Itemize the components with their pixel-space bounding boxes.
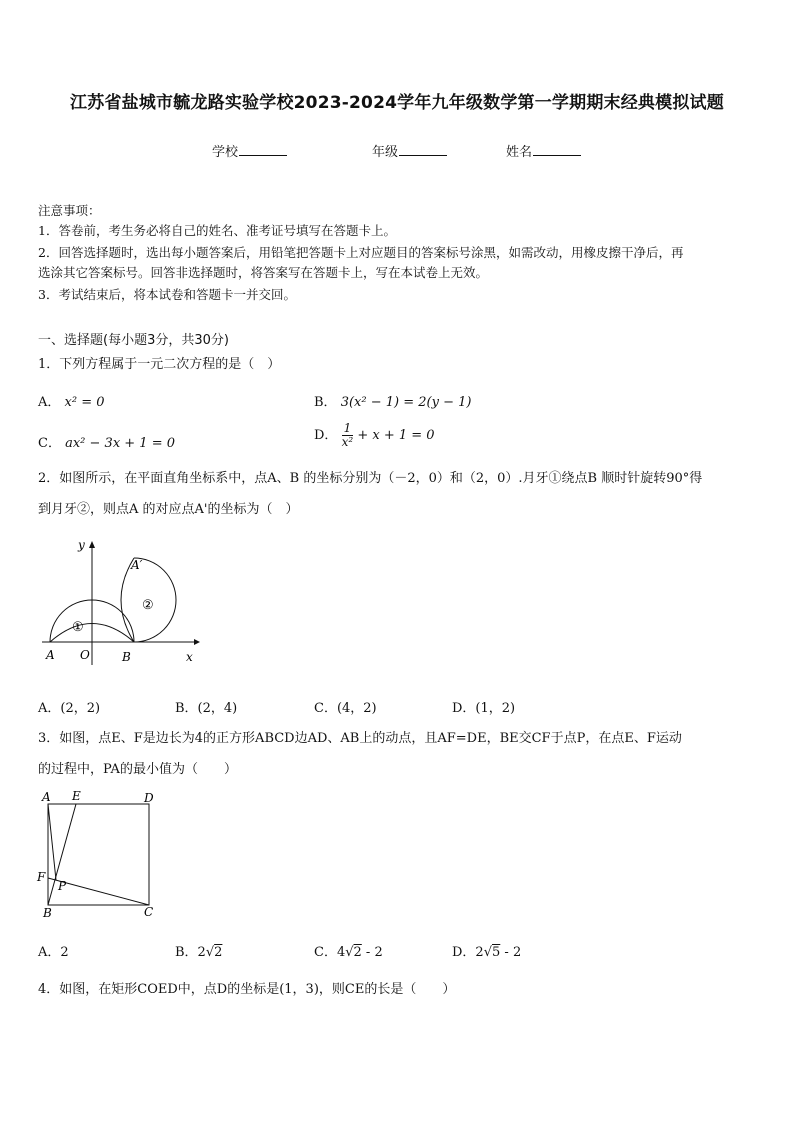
point-d-label: D — [144, 791, 154, 805]
q1-option-b-expr: 3(x² − 1) = 2(y − 1) — [340, 395, 472, 410]
point-b-label: B — [43, 906, 52, 920]
q1-stem: 1．下列方程属于一元二次方程的是（ ） — [38, 357, 281, 372]
fraction-numerator: 1 — [343, 421, 352, 435]
q3-option-c-rest: - 2 — [361, 945, 383, 960]
name-field[interactable] — [506, 141, 581, 160]
q3-option-d-rest: - 2 — [500, 945, 522, 960]
q1-option-c-expr: ax² − 3x + 1 = 0 — [65, 436, 176, 451]
q3-option-c-label: C．4 — [314, 945, 346, 960]
q2-stem-line1: 2．如图所示，在平面直角坐标系中，点A、B 的坐标分别为（－2，0）和（2，0）.月牙①绕点B 顺时针旋转90°得 — [38, 471, 703, 486]
q1-option-d[interactable] — [314, 422, 435, 449]
q2-option-a[interactable]: A．(2，2) — [38, 701, 101, 716]
radical-icon: √ — [345, 945, 354, 960]
x-axis-arrow — [194, 639, 200, 645]
page-title: 江苏省盐城市毓龙路实验学校2023-2024学年九年级数学第一学期期末经典模拟试题 — [70, 93, 724, 113]
q3-stem-line1: 3．如图，点E、F是边长为4的正方形ABCD边AD、AB上的动点，且AF=DE，BE交CF于点P，在点E、F运动 — [38, 731, 682, 746]
crescent-2-label: ② — [142, 598, 154, 613]
point-e-label: E — [72, 789, 81, 803]
point-p-label: P — [58, 879, 67, 893]
point-a-label: A — [46, 648, 55, 662]
point-a-prime-label: A′ — [131, 558, 143, 572]
notice-item-3: 3．考试结束后，将本试卷和答题卡一并交回。 — [38, 287, 296, 302]
radical-icon: √ — [483, 945, 492, 960]
origin-label: O — [80, 648, 90, 662]
q2-figure — [38, 535, 208, 670]
radical-icon: √ — [205, 945, 215, 960]
school-blank[interactable] — [239, 143, 287, 156]
q1-option-a-label: A． — [38, 395, 61, 410]
q3-figure — [34, 786, 164, 922]
q1-option-d-label: D． — [314, 428, 338, 443]
grade-field[interactable] — [372, 141, 447, 160]
grade-label: 年级 — [372, 145, 399, 160]
point-a-label: A — [42, 790, 51, 804]
q3-option-c[interactable] — [314, 941, 383, 960]
y-axis-label: y — [78, 538, 85, 552]
point-c-label: C — [144, 905, 154, 919]
section-heading: 一、选择题(每小题3分，共30分) — [38, 333, 229, 348]
q3-option-d-radicand: 5 — [492, 945, 501, 960]
q1-option-d-fraction — [342, 422, 354, 449]
q1-option-b[interactable] — [314, 391, 471, 410]
x-axis-label: x — [186, 650, 193, 664]
q1-option-d-rest: + x + 1 = 0 — [357, 428, 435, 443]
notice-item-1: 1．答卷前，考生务必将自己的姓名、准考证号填写在答题卡上。 — [38, 223, 396, 238]
q3-option-b-radicand: 2 — [214, 945, 223, 960]
q3-option-c-radicand: 2 — [353, 945, 362, 960]
crescent-1-label: ① — [72, 620, 84, 635]
q1-option-a-expr: x² = 0 — [64, 395, 105, 410]
q1-option-b-label: B． — [314, 395, 337, 410]
fraction-denominator: x² — [341, 435, 354, 449]
q2-option-b[interactable]: B．(2，4) — [175, 701, 238, 716]
q3-option-d[interactable] — [452, 941, 521, 960]
q3-option-a[interactable]: A．2 — [38, 945, 69, 960]
y-axis-arrow — [89, 541, 95, 548]
name-label: 姓名 — [506, 145, 533, 160]
q3-option-b-label: B．2 — [175, 945, 206, 960]
school-label: 学校 — [212, 145, 239, 160]
q1-option-c[interactable] — [38, 432, 175, 451]
point-b-label: B — [122, 650, 131, 664]
q3-option-b[interactable] — [175, 941, 222, 960]
q2-stem-line2: 到月牙②，则点A 的对应点A'的坐标为（ ） — [38, 502, 299, 517]
notice-heading: 注意事项： — [38, 203, 101, 218]
q3-option-d-label: D．2 — [452, 945, 484, 960]
grade-blank[interactable] — [399, 143, 447, 156]
segment-pa — [48, 804, 56, 880]
q2-option-c[interactable]: C．(4，2) — [314, 701, 377, 716]
q1-option-c-label: C． — [38, 436, 61, 451]
notice-item-2b: 选涂其它答案标号。回答非选择题时，将答案写在答题卡上，写在本试卷上无效。 — [38, 265, 489, 280]
q4-stem: 4．如图，在矩形COED中，点D的坐标是(1，3)，则CE的长是（ ） — [38, 982, 456, 997]
q3-stem-line2: 的过程中，PA的最小值为（ ） — [38, 762, 237, 777]
q2-option-d[interactable]: D．(1，2) — [452, 701, 516, 716]
q1-option-a[interactable] — [38, 391, 105, 410]
school-field[interactable] — [212, 141, 287, 160]
name-blank[interactable] — [533, 143, 581, 156]
notice-item-2a: 2．回答选择题时，选出每小题答案后，用铅笔把答题卡上对应题目的答案标号涂黑，如需改动，用橡皮擦干净后，再 — [38, 245, 684, 260]
point-f-label: F — [37, 870, 46, 884]
